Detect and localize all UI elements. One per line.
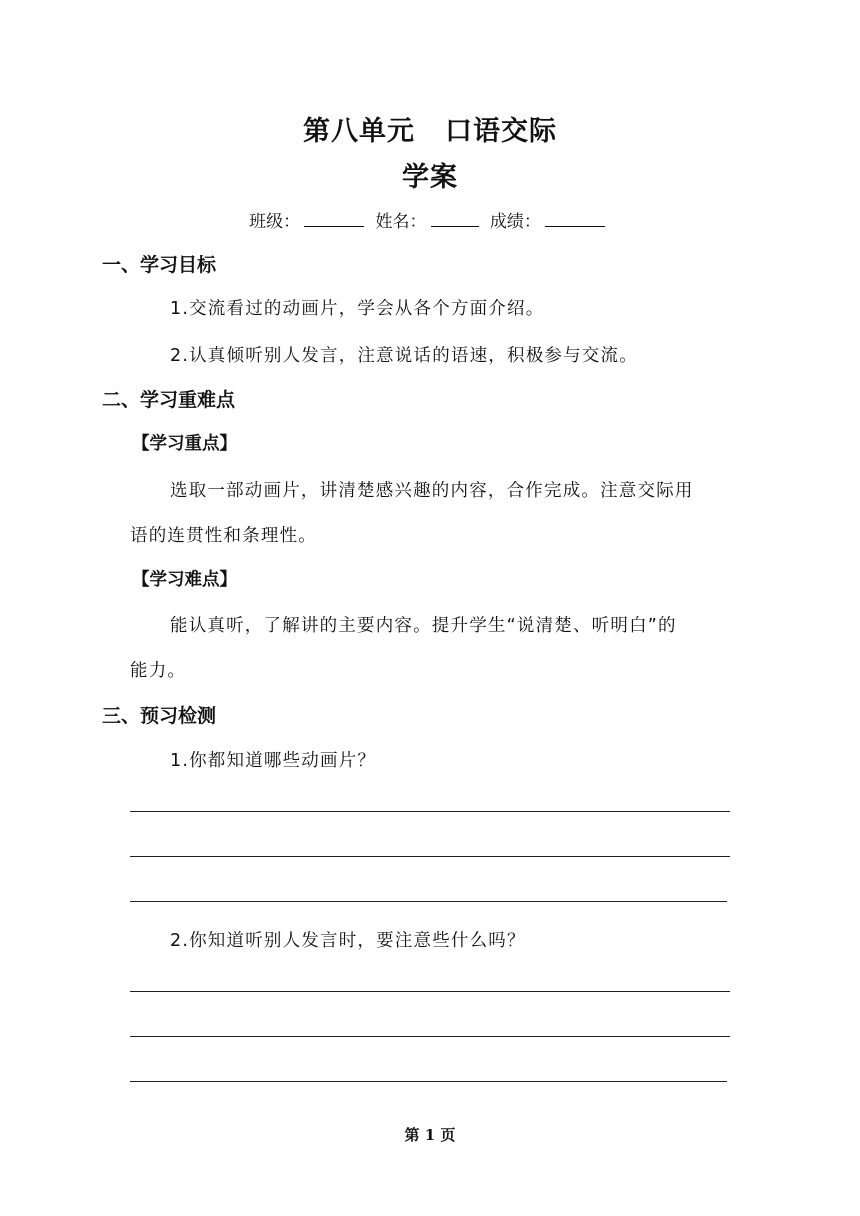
difficulty-text-line: 能力。 xyxy=(130,661,187,681)
page-title xyxy=(0,109,860,148)
page-number: 第 1 页 xyxy=(404,1126,456,1144)
difficulty-text-line: 能认真听，了解讲的主要内容。提升学生“说清楚、听明白”的 xyxy=(170,616,677,636)
name-label: 姓名： xyxy=(375,212,427,232)
student-info-line xyxy=(0,207,860,232)
title-topic: 口语交际 xyxy=(445,116,557,147)
focus-text-line: 选取一部动画片，讲清楚感兴趣的内容，合作完成。注意交际用 xyxy=(170,481,694,501)
page-subtitle: 学案 xyxy=(402,162,458,193)
goal-item: 1.交流看过的动画片，学会从各个方面介绍。 xyxy=(170,299,545,319)
preview-question: 2.你知道听别人发言时，要注意些什么吗？ xyxy=(170,931,526,951)
class-blank[interactable] xyxy=(304,210,364,227)
answer-line[interactable] xyxy=(130,1081,727,1082)
name-blank[interactable] xyxy=(431,210,479,227)
answer-line[interactable] xyxy=(130,991,730,992)
score-blank[interactable] xyxy=(545,210,605,227)
focus-text-line: 语的连贯性和条理性。 xyxy=(130,526,317,546)
section-heading-goals: 一、学习目标 xyxy=(102,254,217,276)
focus-label: 【学习重点】 xyxy=(132,434,237,454)
class-label: 班级： xyxy=(249,212,301,232)
title-unit: 第八单元 xyxy=(303,116,415,147)
section-heading-key-points: 二、学习重难点 xyxy=(102,389,236,411)
answer-line[interactable] xyxy=(130,901,727,902)
goal-item: 2.认真倾听别人发言，注意说话的语速，积极参与交流。 xyxy=(170,346,638,366)
difficulty-label: 【学习难点】 xyxy=(132,570,237,590)
section-heading-preview: 三、预习检测 xyxy=(102,705,217,727)
preview-question: 1.你都知道哪些动画片？ xyxy=(170,751,377,771)
score-label: 成绩： xyxy=(489,212,541,232)
answer-line[interactable] xyxy=(130,811,730,812)
answer-line[interactable] xyxy=(130,1036,730,1037)
answer-line[interactable] xyxy=(130,856,730,857)
